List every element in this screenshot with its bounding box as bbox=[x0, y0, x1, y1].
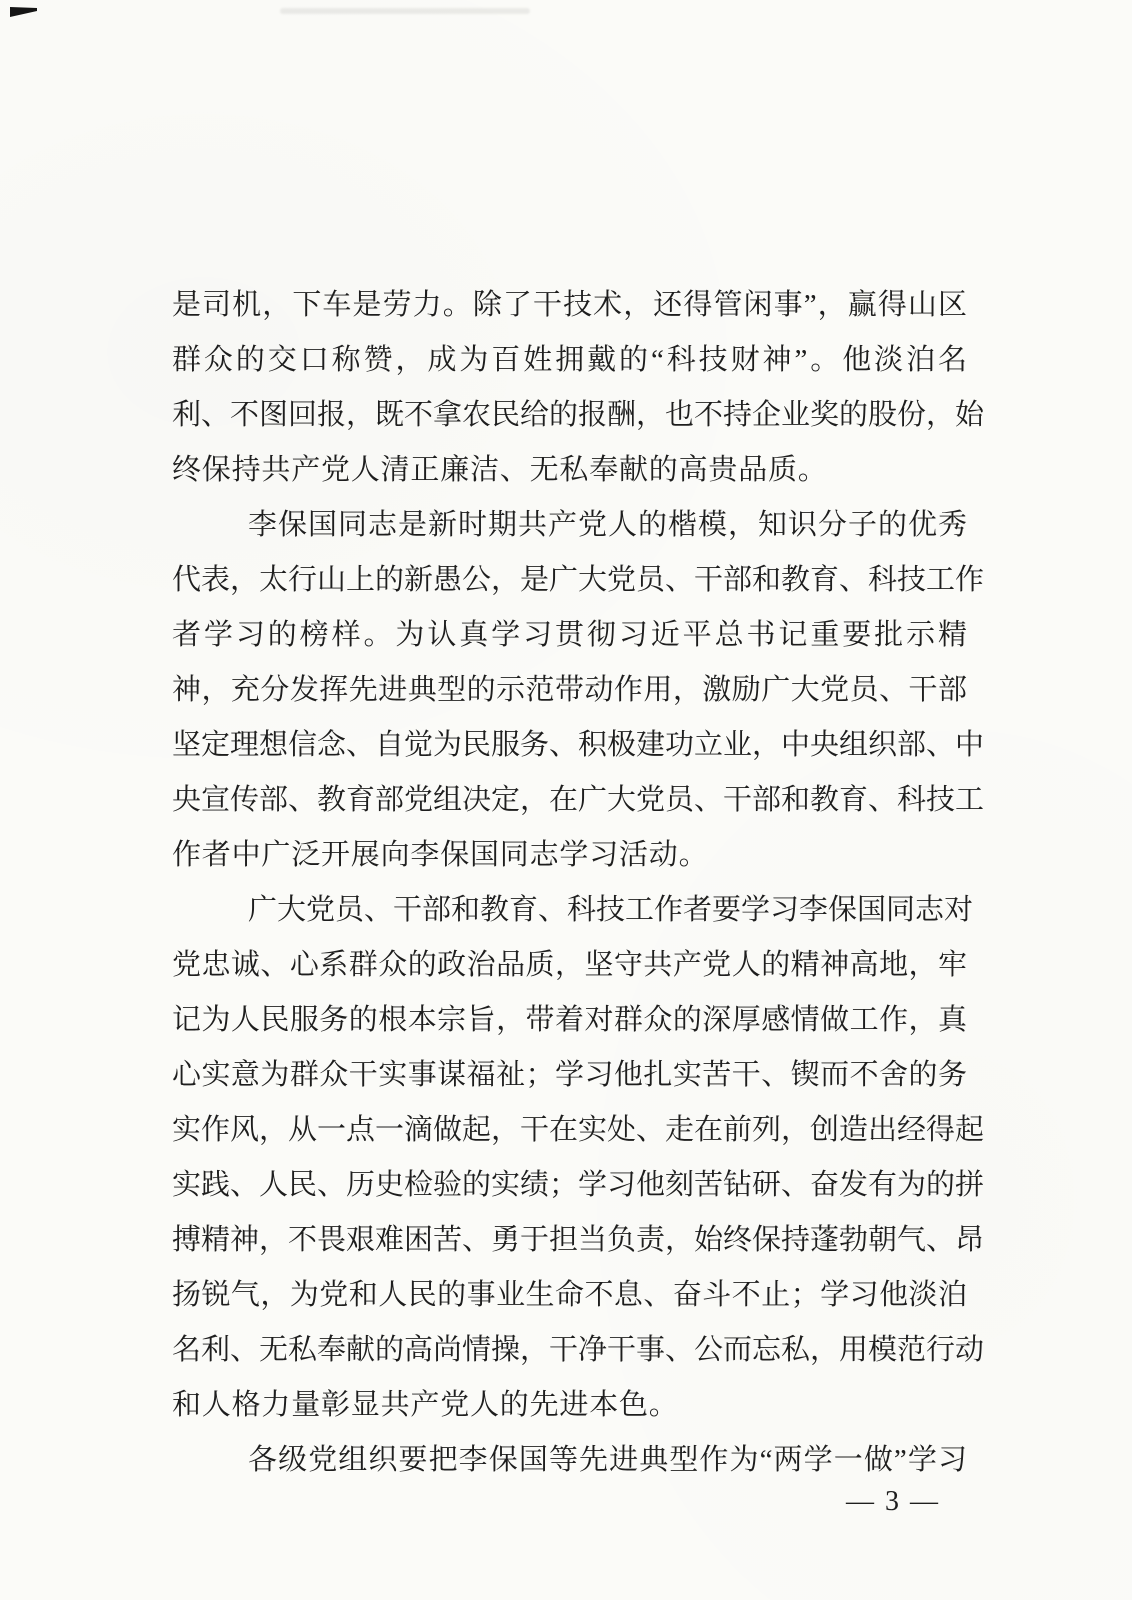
text-line: 坚定理想信念、自觉为民服务、积极建功立业，中央组织部、中 bbox=[172, 729, 985, 761]
text-line: 是司机，下车是劳力。除了干技术，还得管闲事”，赢得山区 bbox=[172, 289, 967, 321]
text-line: 实作风，从一点一滴做起，干在实处、走在前列，创造出经得起 bbox=[172, 1114, 985, 1146]
document-body bbox=[172, 278, 985, 1488]
text-line: 实践、人民、历史检验的实绩；学习他刻苦钻研、奋发有为的拼 bbox=[172, 1169, 985, 1201]
text-line: 名利、无私奉献的高尚情操，干净干事、公而忘私，用模范行动 bbox=[172, 1334, 985, 1366]
text-line: 记为人民服务的根本宗旨，带着对群众的深厚感情做工作，真 bbox=[172, 1004, 967, 1036]
text-line: 扬锐气，为党和人民的事业生命不息、奋斗不止；学习他淡泊 bbox=[172, 1279, 967, 1311]
text-line: 和人格力量彰显共产党人的先进本色。 bbox=[172, 1389, 679, 1421]
text-line: 神，充分发挥先进典型的示范带动作用，激励广大党员、干部 bbox=[172, 674, 967, 706]
text-line: 搏精神，不畏艰难困苦、勇于担当负责，始终保持蓬勃朝气、昂 bbox=[172, 1224, 985, 1256]
text-line: 党忠诚、心系群众的政治品质，坚守共产党人的精神高地，牢 bbox=[172, 949, 967, 981]
scan-smudge-mark bbox=[280, 8, 530, 14]
text-line: 心实意为群众干实事谋福祉；学习他扎实苦干、锲而不舍的务 bbox=[172, 1059, 967, 1091]
text-line: 广大党员、干部和教育、科技工作者要学习李保国同志对 bbox=[248, 894, 974, 926]
text-line: 李保国同志是新时期共产党人的楷模，知识分子的优秀 bbox=[248, 509, 967, 541]
text-line: 群众的交口称赞，成为百姓拥戴的“科技财神”。他淡泊名 bbox=[172, 344, 967, 376]
page-number: — 3 — bbox=[846, 1486, 940, 1517]
text-line: 央宣传部、教育部党组决定，在广大党员、干部和教育、科技工 bbox=[172, 784, 985, 816]
text-line: 终保持共产党人清正廉洁、无私奉献的高贵品质。 bbox=[172, 454, 828, 486]
text-line: 各级党组织要把李保国等先进典型作为“两学一做”学习 bbox=[248, 1444, 967, 1476]
text-line: 代表，太行山上的新愚公，是广大党员、干部和教育、科技工作 bbox=[172, 564, 985, 596]
text-line: 作者中广泛开展向李保国同志学习活动。 bbox=[172, 839, 709, 871]
text-line: 者学习的榜样。为认真学习贯彻习近平总书记重要批示精 bbox=[172, 619, 967, 651]
text-line: 利、不图回报，既不拿农民给的报酬，也不持企业奖的股份，始 bbox=[172, 399, 985, 431]
scan-artifact-mark bbox=[10, 7, 37, 17]
